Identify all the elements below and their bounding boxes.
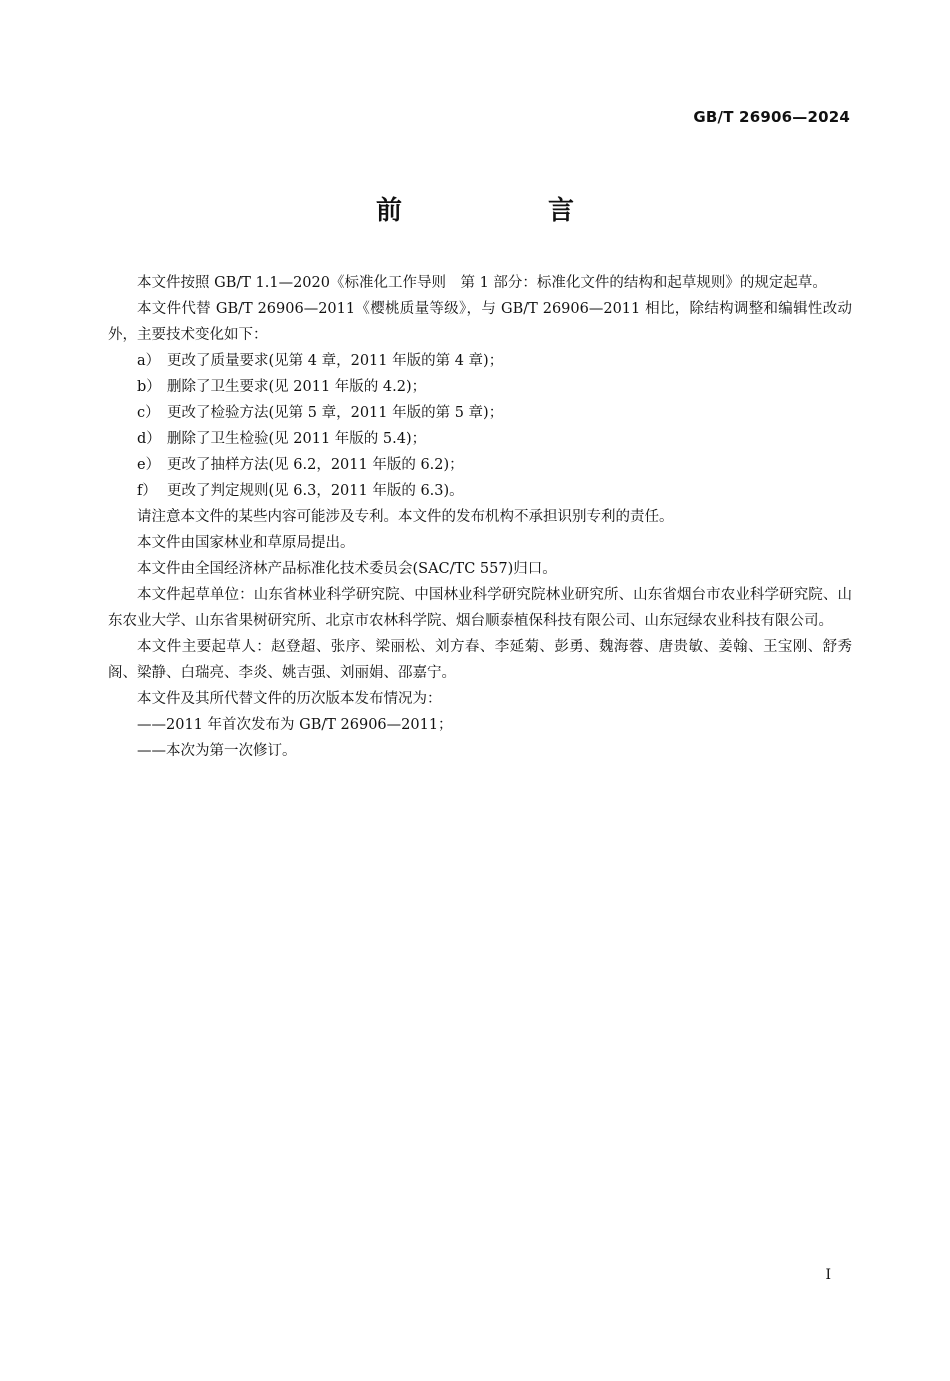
list-marker: a） — [137, 353, 161, 369]
paragraph-replaces: 本文件代替 GB/T 26906—2011《樱桃质量等级》，与 GB/T 26906—2011 相比，除结构调整和编辑性改动外，主要技术变化如下： — [108, 301, 852, 343]
list-marker: c） — [137, 405, 160, 421]
list-item-text: 更改了检验方法(见第 5 章，2011 年版的第 5 章)； — [167, 405, 504, 421]
paragraph-history-intro: 本文件及其所代替文件的历次版本发布情况为： — [137, 691, 442, 707]
paragraph-drafters: 本文件主要起草人：赵登超、张序、梁丽松、刘方春、李延菊、彭勇、魏海蓉、唐贵敏、姜翰、王宝刚、舒秀阁、梁静、白瑞亮、李炎、姚吉强、刘丽娟、邵嘉宁。 — [108, 639, 852, 681]
list-item-text: 删除了卫生要求(见 2011 年版的 4.2)； — [167, 379, 427, 395]
list-item-text: 更改了质量要求(见第 4 章，2011 年版的第 4 章)； — [167, 353, 504, 369]
list-item-text: 删除了卫生检验(见 2011 年版的 5.4)； — [167, 431, 427, 447]
paragraph-drafting-units: 本文件起草单位：山东省林业科学研究院、中国林业科学研究院林业研究所、山东省烟台市农业科学研究院、山东农业大学、山东省果树研究所、北京市农林科学院、烟台顺泰植保科技有限公司、山东冠绿农业科技有限公司。 — [108, 587, 852, 629]
page-title: 前 言 — [375, 196, 634, 226]
paragraph-drafting-rules: 本文件按照 GB/T 1.1—2020《标准化工作导则 第 1 部分：标准化文件的结构和起草规则》的规定起草。 — [137, 275, 827, 291]
list-item — [108, 426, 852, 452]
list-item — [108, 374, 852, 400]
history-item: ——本次为第一次修订。 — [137, 743, 297, 759]
list-marker: f） — [137, 483, 157, 499]
list-marker: e） — [137, 457, 161, 473]
list-item — [108, 348, 852, 374]
list-item-text: 更改了判定规则(见 6.3，2011 年版的 6.3)。 — [167, 483, 464, 499]
list-marker: d） — [137, 431, 161, 447]
list-item — [108, 452, 852, 478]
paragraph-administered-by: 本文件由全国经济林产品标准化技术委员会(SAC/TC 557)归口。 — [137, 561, 557, 577]
paragraph-patent-notice: 请注意本文件的某些内容可能涉及专利。本文件的发布机构不承担识别专利的责任。 — [137, 509, 674, 525]
document-body — [108, 270, 852, 764]
list-marker: b） — [137, 379, 161, 395]
list-item-text: 更改了抽样方法(见 6.2，2011 年版的 6.2)； — [167, 457, 464, 473]
list-item — [108, 400, 852, 426]
history-list — [108, 712, 852, 764]
history-item: ——2011 年首次发布为 GB/T 26906—2011； — [137, 717, 453, 733]
paragraph-proposed-by: 本文件由国家林业和草原局提出。 — [137, 535, 355, 551]
list-item — [108, 478, 852, 504]
changes-list — [108, 348, 852, 504]
standard-code: GB/T 26906—2024 — [693, 108, 850, 126]
page-number: I — [825, 1267, 831, 1283]
